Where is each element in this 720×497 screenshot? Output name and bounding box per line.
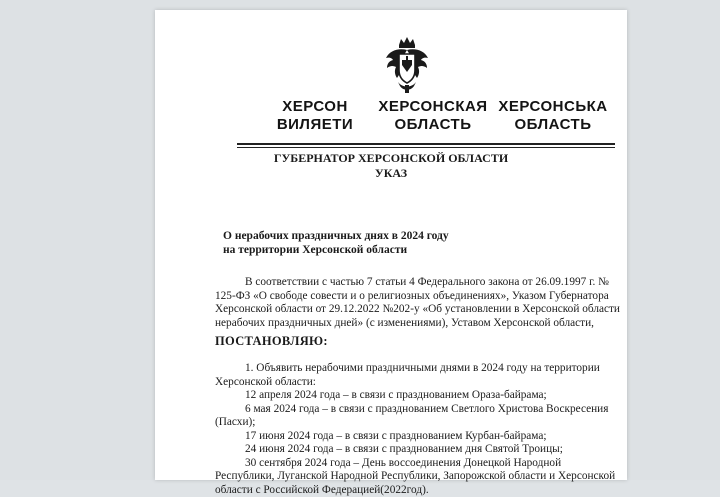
document-page — [155, 10, 627, 496]
region-name-russian: ХЕРСОНСКАЯ ОБЛАСТЬ — [378, 98, 488, 133]
document-subject: О нерабочих праздничных днях в 2024 году на территории Херсонской области — [223, 230, 449, 256]
region-name-ukrainian: ХЕРСОНСЬКА ОБЛАСТЬ — [498, 98, 608, 133]
issuer-title: ГУБЕРНАТОР ХЕРСОНСКОЙ ОБЛАСТИ — [273, 151, 509, 165]
coat-of-arms-icon — [384, 36, 430, 94]
document-type: УКАЗ — [374, 166, 408, 180]
holidays-list: 1. Объявить нерабочими праздничными днями в 2024 году на территории Херсонской области: 12 апреля 2024 года – в связи с празднованием Ораза-байрама; 6 мая 2024 года – в связи с празднованием Светлого Христова Воскресения (Пасхи); 17 июня 2024 года – в связи с празднованием Курбан-байрама; 24 июня 2024 года – в связи с празднованием дня Святой Троицы; 30 сентября 2024 года – День воссоединения Донецкой Народной Республики, Луганской Народной Республики, Запорожской области и Херсонской области с Российской Федерацией(2022год). — [215, 362, 616, 496]
header-divider-thin — [237, 147, 615, 148]
preamble-paragraph: В соответствии с частью 7 статьи 4 Федерального закона от 26.09.1997 г. № 125-ФЗ «О свободе совести и о религиозных объединениях», Указом Губернатора Херсонской области от 29.12.2022 №202-у «Об установлении в Херсонской области нерабочих праздничных дней» (с изменениями), Уставом Херсонской области, — [215, 276, 620, 329]
header-divider-thick — [237, 143, 615, 145]
region-name-crimean-tatar: ХЕРСОН ВИЛЯЕТИ — [276, 98, 354, 133]
resolve-heading: ПОСТАНОВЛЯЮ: — [215, 334, 328, 348]
